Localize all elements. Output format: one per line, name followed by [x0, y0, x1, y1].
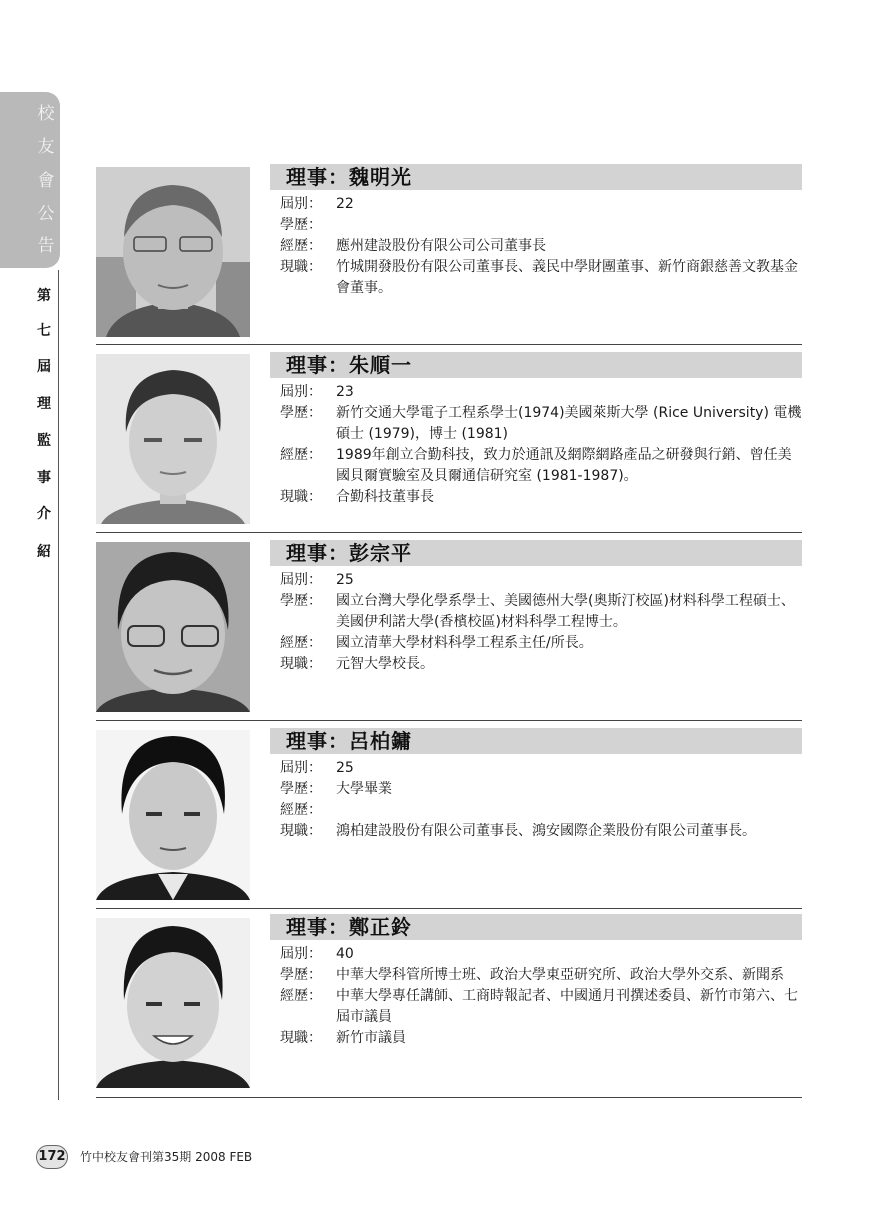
section-title-char: 介 [37, 506, 51, 522]
member-details [280, 382, 802, 508]
detail-label: 屆別： [280, 946, 322, 962]
detail-value: 22 [336, 196, 354, 212]
detail-value: 中華大學專任講師、工商時報記者、中國通月刊撰述委員、新竹市第六、七屆市議員 [336, 988, 798, 1025]
section-title-char: 監 [37, 433, 51, 449]
detail-row [280, 1028, 802, 1049]
detail-value: 40 [336, 946, 354, 962]
detail-label: 屆別： [280, 572, 322, 588]
detail-value: 國立清華大學材料科學工程系主任/所長。 [336, 635, 593, 651]
detail-row [280, 487, 802, 508]
member-photo [96, 730, 250, 900]
detail-row [280, 965, 802, 986]
detail-label: 屆別： [280, 384, 322, 400]
detail-row [280, 821, 802, 842]
member-details [280, 570, 802, 675]
detail-label: 現職： [280, 489, 322, 505]
page-number: 172 [36, 1145, 68, 1169]
member-title: 理事：魏明光 [286, 165, 412, 189]
entry-divider [96, 344, 802, 345]
section-title-char: 事 [37, 470, 51, 486]
member-details [280, 194, 802, 299]
detail-value: 新竹市議員 [336, 1030, 406, 1046]
section-title-char: 理 [37, 396, 51, 412]
member-title-bar [270, 164, 802, 190]
detail-row [280, 591, 802, 633]
member-photo [96, 918, 250, 1088]
detail-row [280, 403, 802, 445]
detail-row [280, 779, 802, 800]
detail-row [280, 382, 802, 403]
publication-info: 竹中校友會刊第35期 2008 FEB [80, 1150, 253, 1164]
member-title-bar [270, 914, 802, 940]
detail-value: 25 [336, 572, 354, 588]
detail-label: 學歷： [280, 781, 322, 797]
detail-value: 25 [336, 760, 354, 776]
tab-char: 會 [37, 171, 55, 191]
detail-value: 中華大學科管所博士班、政治大學東亞研究所、政治大學外交系、新聞系 [336, 967, 784, 983]
member-title: 理事：呂柏鏞 [286, 729, 412, 753]
member-photo [96, 167, 250, 337]
section-title-char: 紹 [37, 544, 51, 560]
detail-value: 合勤科技董事長 [336, 489, 434, 505]
detail-row [280, 986, 802, 1028]
member-details [280, 758, 802, 842]
member-title: 理事：彭宗平 [286, 541, 412, 565]
detail-label: 學歷： [280, 967, 322, 983]
member-photo [96, 542, 250, 712]
member-title-bar [270, 540, 802, 566]
detail-value: 國立台灣大學化學系學士、美國德州大學(奧斯汀校區)材料科學工程碩士、美國伊利諾大學(香檳校區)材料科學工程博士。 [336, 593, 795, 630]
member-entry [96, 164, 802, 340]
entry-divider [96, 532, 802, 533]
detail-row [280, 654, 802, 675]
detail-label: 經歷： [280, 238, 322, 254]
detail-row [280, 445, 802, 487]
tab-char: 告 [37, 236, 55, 256]
detail-value: 鴻柏建設股份有限公司董事長、鴻安國際企業股份有限公司董事長。 [336, 823, 756, 839]
detail-label: 現職： [280, 1030, 322, 1046]
detail-value: 竹城開發股份有限公司董事長、義民中學財團董事、新竹商銀慈善文教基金會董事。 [336, 259, 798, 296]
detail-row [280, 758, 802, 779]
detail-row [280, 215, 802, 236]
detail-value: 23 [336, 384, 354, 400]
section-title-char: 七 [37, 323, 51, 339]
detail-label: 屆別： [280, 760, 322, 776]
detail-label: 經歷： [280, 447, 322, 463]
detail-label: 經歷： [280, 802, 322, 818]
member-entry [96, 728, 802, 904]
detail-label: 學歷： [280, 405, 322, 421]
detail-row [280, 944, 802, 965]
detail-value: 新竹交通大學電子工程系學士(1974)美國萊斯大學 (Rice University) 電機碩士 (1979)，博士 (1981) [336, 405, 802, 442]
member-title-bar [270, 728, 802, 754]
detail-value: 應州建設股份有限公司公司董事長 [336, 238, 546, 254]
section-tab [0, 92, 60, 268]
entry-divider [96, 1097, 802, 1098]
detail-value: 元智大學校長。 [336, 656, 434, 672]
member-title: 理事：鄭正鈴 [286, 915, 412, 939]
section-title-char: 第 [37, 288, 51, 304]
member-entry [96, 914, 802, 1094]
entry-divider [96, 908, 802, 909]
member-entry [96, 540, 802, 716]
member-entry [96, 352, 802, 528]
member-photo [96, 354, 250, 524]
side-divider [58, 270, 59, 1100]
detail-row [280, 800, 802, 821]
member-title-bar [270, 352, 802, 378]
entry-divider [96, 720, 802, 721]
section-title-char: 屆 [37, 359, 51, 375]
detail-row [280, 570, 802, 591]
detail-label: 學歷： [280, 217, 322, 233]
detail-label: 屆別： [280, 196, 322, 212]
detail-label: 現職： [280, 259, 322, 275]
member-title: 理事：朱順一 [286, 353, 412, 377]
detail-label: 學歷： [280, 593, 322, 609]
detail-label: 現職： [280, 823, 322, 839]
detail-value: 大學畢業 [336, 781, 392, 797]
detail-row [280, 236, 802, 257]
detail-value [336, 215, 802, 236]
detail-label: 經歷： [280, 635, 322, 651]
detail-row [280, 633, 802, 654]
tab-char: 公 [37, 204, 55, 224]
tab-char: 校 [37, 104, 55, 124]
tab-char: 友 [37, 137, 55, 157]
detail-value [336, 800, 802, 821]
detail-row [280, 257, 802, 299]
detail-row [280, 194, 802, 215]
member-details [280, 944, 802, 1049]
detail-value: 1989年創立合勤科技，致力於通訊及網際網路產品之研發與行銷、曾任美國貝爾實驗室及貝爾通信研究室 (1981-1987)。 [336, 447, 792, 484]
detail-label: 現職： [280, 656, 322, 672]
detail-label: 經歷： [280, 988, 322, 1004]
